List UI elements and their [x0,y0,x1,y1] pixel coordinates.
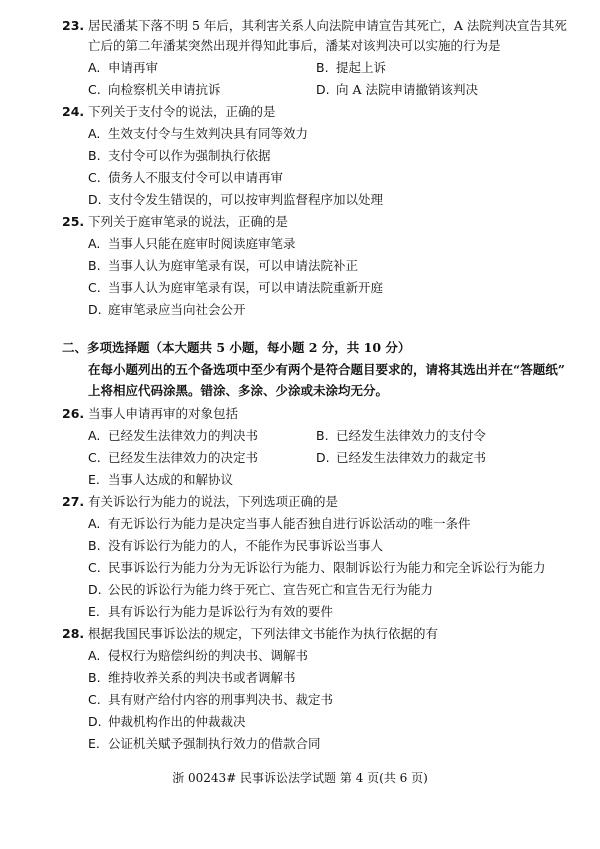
question-number: 28. [62,626,85,641]
question-24 [62,102,582,122]
question-stem: 有关诉讼行为能力的说法，下列选项正确的是 [88,494,339,509]
option-e: E. 公证机关赋予强制执行效力的借款合同 [88,736,321,751]
option-b: B. 没有诉讼行为能力的人，不能作为民事诉讼当事人 [88,538,384,553]
option-b: B. 已经发生法律效力的支付令 [316,428,487,443]
option-a: A. 侵权行为赔偿纠纷的判决书、调解书 [88,648,309,663]
question-stem: 下列关于庭审笔录的说法，正确的是 [88,214,289,229]
option-c: C. 当事人认为庭审笔录有误，可以申请法院重新开庭 [88,280,384,295]
question-number: 26. [62,406,85,421]
option-c: C. 民事诉讼行为能力分为无诉讼行为能力、限制诉讼行为能力和完全诉讼行为能力 [88,560,546,575]
question-number: 24. [62,104,85,119]
question-28 [62,624,582,644]
option-c: C. 已经发生法律效力的决定书 [88,450,259,465]
question-25 [62,212,582,232]
question-stem: 当事人申请再审的对象包括 [88,406,239,421]
option-c: C. 向检察机关申请抗诉 [88,82,221,97]
option-b: B. 维持收养关系的判决书或者调解书 [88,670,296,685]
option-a: A. 有无诉讼行为能力是决定当事人能否独自进行诉讼活动的唯一条件 [88,516,471,531]
question-stem: 根据我国民事诉讼法的规定，下列法律文书能作为执行依据的有 [88,626,439,641]
question-stem-continued: 亡后的第二年潘某突然出现并得知此事后，潘某对该判决可以实施的行为是 [88,38,501,53]
option-d: D. 向 A 法院申请撤销该判决 [316,82,478,97]
question-stem: 下列关于支付令的说法，正确的是 [88,104,276,119]
option-d: D. 公民的诉讼行为能力终于死亡、宣告死亡和宣告无行为能力 [88,582,434,597]
option-a: A. 申请再审 [88,60,159,75]
question-stem: 居民潘某下落不明 5 年后，其利害关系人向法院申请宣告其死亡，A 法院判决宣告其死 [88,18,567,33]
option-a: A. 已经发生法律效力的判决书 [88,428,259,443]
option-c: C. 债务人不服支付令可以申请再审 [88,170,284,185]
option-b: B. 当事人认为庭审笔录有误，可以申请法院补正 [88,258,359,273]
option-a: A. 当事人只能在庭审时阅读庭审笔录 [88,236,296,251]
question-26 [62,404,582,424]
question-27 [62,492,582,512]
question-number: 25. [62,214,85,229]
option-b: B. 提起上诉 [316,60,387,75]
option-e: E. 当事人达成的和解协议 [88,472,234,487]
question-number: 23. [62,18,85,33]
section-title: 二、多项选择题（本大题共 5 小题，每小题 2 分，共 10 分） [62,340,411,355]
option-d: D. 支付令发生错误的，可以按审判监督程序加以处理 [88,192,384,207]
option-d: D. 庭审笔录应当向社会公开 [88,302,246,317]
option-d: D. 已经发生法律效力的裁定书 [316,450,487,465]
option-b: B. 支付令可以作为强制执行依据 [88,148,271,163]
page-footer: 浙 00243# 民事诉讼法学试题 第 4 页(共 6 页) [172,771,428,785]
option-e: E. 具有诉讼行为能力是诉讼行为有效的要件 [88,604,334,619]
option-d: D. 仲裁机构作出的仲裁裁决 [88,714,246,729]
question-23 [62,16,582,36]
section-instructions-continued: 上将相应代码涂黑。错涂、多涂、少涂或未涂均无分。 [88,383,389,398]
question-number: 27. [62,494,85,509]
option-a: A. 生效支付令与生效判决具有同等效力 [88,126,309,141]
option-c: C. 具有财产给付内容的刑事判决书、裁定书 [88,692,334,707]
section-instructions: 在每小题列出的五个备选项中至少有两个是符合题目要求的，请将其选出并在“答题纸” [88,362,565,377]
